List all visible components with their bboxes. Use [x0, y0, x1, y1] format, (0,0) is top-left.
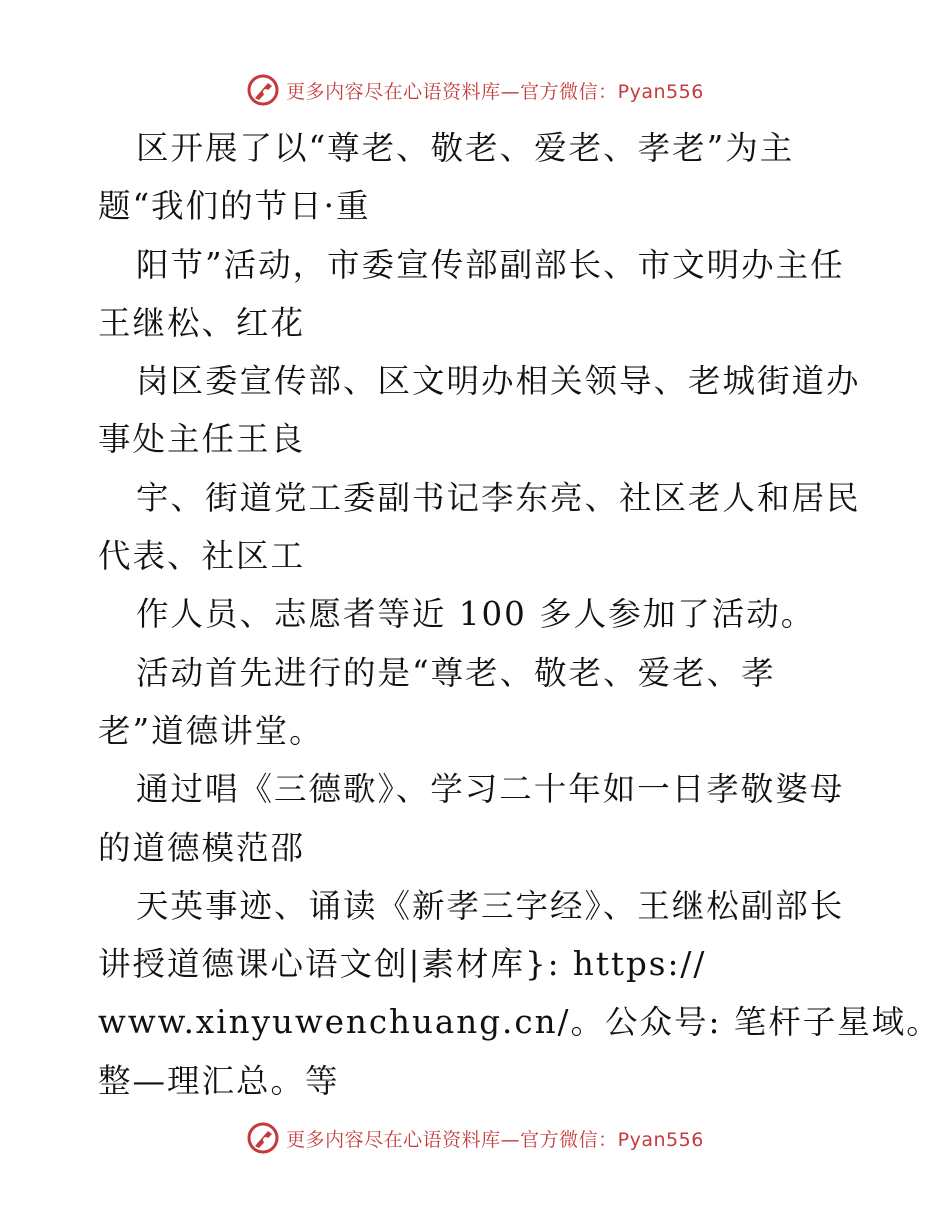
- body-line: 王继松、红花: [98, 303, 306, 342]
- body-line: 宇、街道党工委副书记李东亮、社区老人和居民: [136, 478, 861, 517]
- body-line: 的道德模范邵: [98, 828, 306, 867]
- body-line: 天英事迹、诵读《新孝三字经》、王继松副部长: [136, 886, 845, 925]
- body-line: 作人员、志愿者等近 100 多人参加了活动。: [136, 595, 816, 634]
- body-line: 通过唱《三德歌》、学习二十年如一日孝敬婆母: [136, 770, 845, 809]
- body-line: 区开展了以“尊老、敬老、爱老、孝老”为主: [136, 129, 795, 167]
- body-line: 事处主任王良: [98, 420, 306, 459]
- body-line: 老”道德讲堂。: [98, 711, 324, 750]
- body-line: 岗区委宣传部、区文明办相关领导、老城街道办: [136, 362, 861, 401]
- pen-logo-icon: [246, 1121, 280, 1155]
- pen-logo-icon: [246, 73, 280, 107]
- body-line: 代表、社区工: [98, 537, 306, 576]
- footer-banner: [0, 1118, 950, 1158]
- header-banner: [0, 70, 950, 110]
- body-line: 活动首先进行的是“尊老、敬老、爱老、孝: [136, 653, 776, 692]
- header-text: 更多内容尽在心语资料库—官方微信：Pyan556: [286, 80, 704, 103]
- document-body: [98, 119, 941, 1110]
- body-line: www.xinyuwenchuang.cn/。公众号: 笔杆子星域。: [98, 1003, 941, 1042]
- body-line: 讲授道德课心语文创|素材库}: https://: [98, 945, 707, 984]
- body-line: 题“我们的节日·重: [98, 187, 371, 226]
- body-line: 阳节”活动，市委宣传部副部长、市文明办主任: [136, 245, 845, 284]
- body-line: 整—理汇总。等: [98, 1061, 340, 1100]
- footer-text: 更多内容尽在心语资料库—官方微信：Pyan556: [286, 1128, 704, 1151]
